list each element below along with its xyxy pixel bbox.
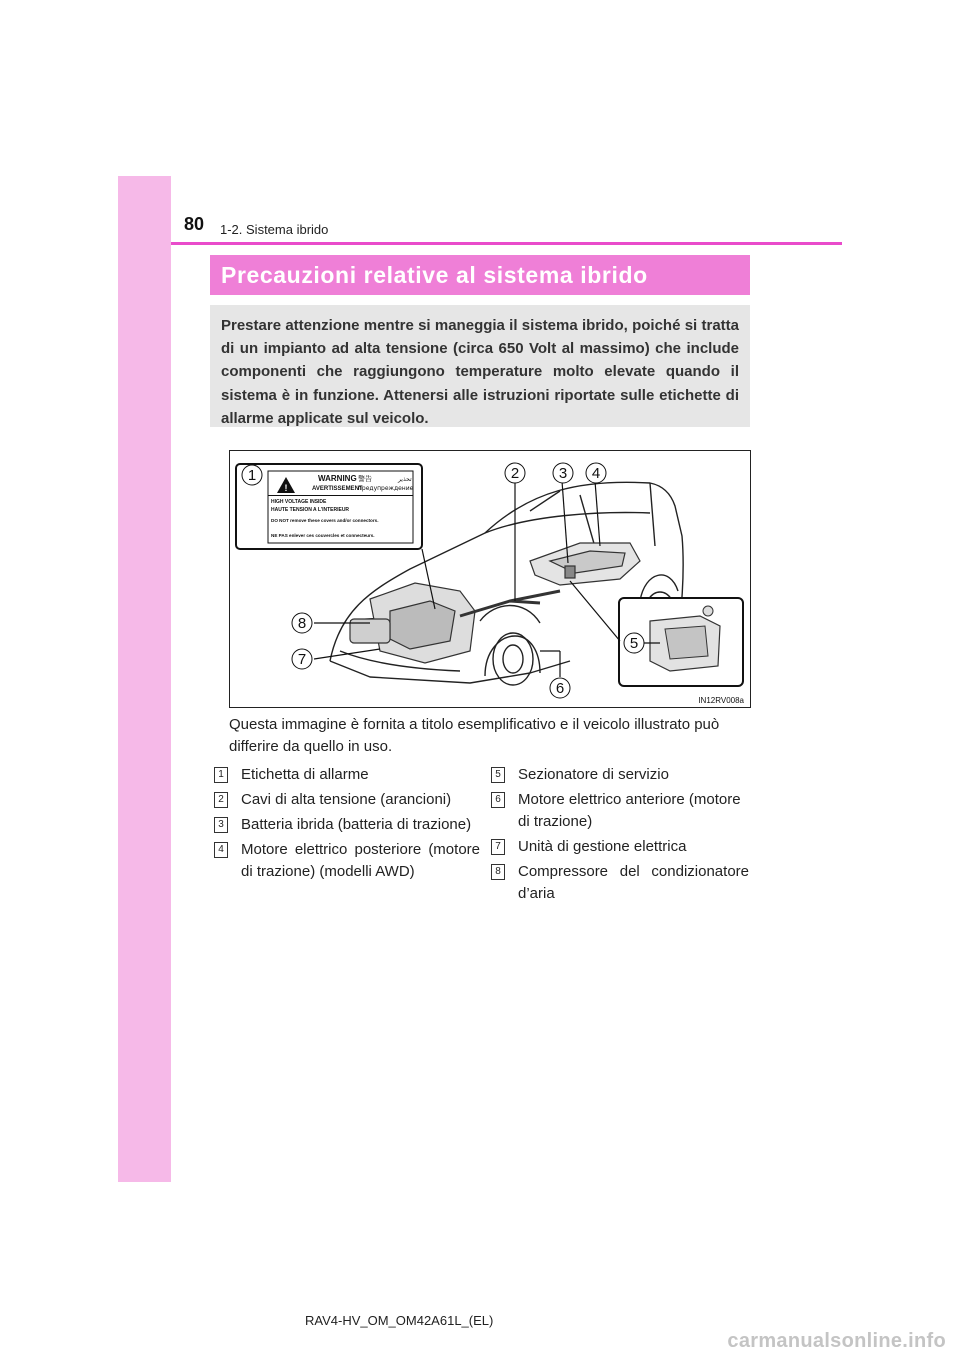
label-line2: HAUTE TENSION A L'INTERIEUR [271, 507, 350, 513]
section-label: 1-2. Sistema ibrido [220, 222, 329, 237]
watermark: carmanualsonline.info [727, 1330, 946, 1352]
legend-item-5 [491, 764, 749, 786]
callout-1: 1 [247, 467, 257, 484]
legend-text-6: Motore elettrico anteriore (motore di trazione) [518, 791, 741, 830]
intro-text: Prestare attenzione mentre si maneggia il sistema ibrido, poiché si tratta di un impianto ad alta tensione (circa 650 Volt al massimo) che include componenti che raggiungono temperature molto elevate quando il sistema è in funzione. Attenersi alle istruzioni riportate sulle etichette di allarme applicate sul veicolo. [221, 317, 739, 427]
legend-item-6 [491, 789, 749, 833]
legend-number-8: 8 [491, 864, 505, 880]
callout-7: 7 [297, 651, 307, 668]
label-line1: HIGH VOLTAGE INSIDE [271, 499, 327, 505]
warning-label-inset [236, 464, 422, 549]
header-rule [171, 242, 842, 245]
legend-text-3: Batteria ibrida (batteria di trazione) [241, 816, 472, 833]
vehicle-drawing [230, 451, 750, 707]
legend-item-8 [491, 861, 749, 905]
legend-text-7: Unità di gestione elettrica [518, 838, 687, 855]
label-warning-text: WARNING [318, 474, 357, 483]
legend-number-3: 3 [214, 817, 228, 833]
side-tab-band [118, 176, 171, 1182]
label-line4: NE PAS enlever ces couvercles et connecteurs. [271, 533, 375, 538]
legend-item-2 [214, 789, 480, 811]
legend-text-8: Compressore del condizionatore d’aria [518, 863, 749, 902]
vehicle-illustration [229, 450, 751, 708]
label-line3: DO NOT remove these covers and/or connectors. [271, 518, 379, 523]
page-number: 80 [184, 214, 205, 234]
legend-text-5: Sezionatore di servizio [518, 766, 669, 783]
legend-number-4: 4 [214, 842, 228, 858]
legend-item-7 [491, 836, 749, 858]
hybrid-battery [530, 543, 640, 585]
figure-caption: Questa immagine è fornita a titolo esemplificativo e il veicolo illustrato può differire da quello in uso. [229, 716, 720, 755]
callout-3: 3 [558, 465, 568, 482]
legend-item-3 [214, 814, 480, 836]
label-avertissement-text: AVERTISSEMENT [312, 486, 363, 492]
callout-2: 2 [510, 465, 520, 482]
legend-number-5: 5 [491, 767, 505, 783]
callout-4: 4 [591, 465, 601, 482]
figure-code: IN12RV008a [698, 696, 744, 705]
svg-text:!: ! [284, 483, 288, 493]
legend-text-4: Motore elettrico posteriore (motore di trazione) (modelli AWD) [241, 841, 480, 880]
footer-model-code: RAV4-HV_OM_OM42A61L_(EL) [305, 1313, 494, 1328]
callout-8: 8 [297, 615, 307, 632]
callout-5: 5 [629, 635, 639, 652]
intro-box [210, 305, 750, 427]
label-russian-text: предупреждение [358, 485, 414, 492]
label-arabic-text: تحذير [398, 476, 412, 483]
section-title: Precauzioni relative al sistema ibrido [210, 255, 750, 295]
engine-components [350, 583, 560, 663]
legend-number-2: 2 [214, 792, 228, 808]
legend-number-7: 7 [491, 839, 505, 855]
callout-6: 6 [555, 680, 565, 697]
legend-text-1: Etichetta di allarme [241, 766, 369, 783]
legend-number-1: 1 [214, 767, 228, 783]
legend-item-1 [214, 764, 480, 786]
label-cjk-text: 警告 [358, 475, 372, 483]
legend-number-6: 6 [491, 792, 505, 808]
legend-text-2: Cavi di alta tensione (arancioni) [241, 791, 452, 808]
legend-item-4 [214, 839, 480, 883]
